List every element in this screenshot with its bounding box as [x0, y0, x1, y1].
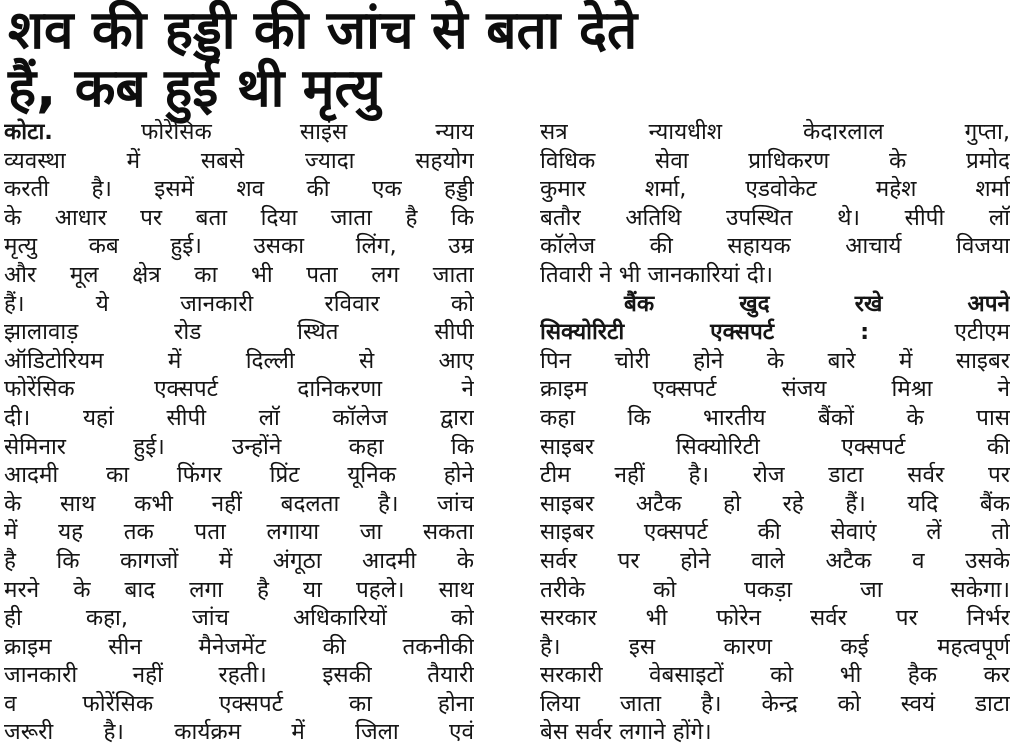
left-line: व्यवस्था में सबसे ज्यादा सहयोग — [4, 147, 474, 174]
subhead-tail: एटीएम — [869, 319, 1010, 346]
left-line: करती है। इसमें शव की एक हड्डी — [4, 176, 474, 203]
right-line: तिवारी ने भी जानकारियां दी। — [540, 261, 774, 288]
headline-line-2: हैं, कब हुई थी मृत्यु — [8, 58, 381, 119]
right-line: साइबर सिक्योरिटी एक्सपर्ट की — [540, 433, 1010, 460]
left-line: जरूरी है। कार्यक्रम में जिला एवं — [4, 719, 474, 746]
dateline: कोटा. — [4, 119, 53, 145]
left-line: मरने के बाद लगा है या पहले। साथ — [4, 576, 474, 603]
left-line: और मूल क्षेत्र का भी पता लग जाता — [4, 261, 474, 288]
subhead-line-2 — [540, 318, 1010, 347]
right-line: बेस सर्वर लगाने होंगे। — [540, 719, 712, 746]
left-line: ऑडिटोरियम में दिल्ली से आए — [4, 347, 474, 374]
left-line: के आधार पर बता दिया जाता है कि — [4, 204, 474, 231]
right-line: कहा कि भारतीय बैंकों के पास — [540, 404, 1010, 431]
right-line: साइबर अटैक हो रहे हैं। यदि बैंक — [540, 490, 1010, 517]
left-line: है कि कागजों में अंगूठा आदमी के — [4, 547, 474, 574]
subhead-line-1: बैंक खुद रखे अपने — [624, 290, 1010, 317]
right-line: टीम नहीं है। रोज डाटा सर्वर पर — [540, 462, 1010, 489]
left-line: फोरेंसिक एक्सपर्ट दानिकरणा ने — [4, 376, 474, 403]
left-line: सेमिनार हुई। उन्होंने कहा कि — [4, 433, 474, 460]
headline-line-1: शव की हड्डी की जांच से बता देते — [8, 0, 638, 61]
left-line — [4, 118, 474, 147]
right-column — [540, 118, 1010, 747]
right-line: पिन चोरी होने के बारे में साइबर — [540, 347, 1010, 374]
right-line: कॉलेज की सहायक आचार्य विजया — [540, 233, 1010, 260]
left-line: के साथ कभी नहीं बदलता है। जांच — [4, 490, 474, 517]
right-line: सरकारी वेबसाइटों को भी हैक कर — [540, 662, 1010, 689]
left-line: मृत्यु कब हुई। उसका लिंग, उम्र — [4, 233, 474, 260]
left-line: क्राइम सीन मैनेजमेंट की तकनीकी — [4, 633, 474, 660]
left-line-text: फोरेंसिक साइंस न्याय — [52, 119, 474, 145]
right-line: सरकार भी फोरेन सर्वर पर निर्भर — [540, 605, 1010, 632]
left-line: दी। यहां सीपी लॉ कॉलेज द्वारा — [4, 404, 474, 431]
right-line: सर्वर पर होने वाले अटैक व उसके — [540, 547, 1010, 574]
right-line: तरीके को पकड़ा जा सकेगा। — [540, 576, 1010, 603]
right-line: सत्र न्यायधीश केदारलाल गुप्ता, — [540, 119, 1010, 145]
left-line: जानकारी नहीं रहती। इसकी तैयारी — [4, 662, 474, 689]
right-line: लिया जाता है। केन्द्र को स्वयं डाटा — [540, 690, 1010, 717]
right-line: कुमार शर्मा, एडवोकेट महेश शर्मा — [540, 176, 1010, 203]
left-line: ही कहा, जांच अधिकारियों को — [4, 605, 474, 632]
right-line: क्राइम एक्सपर्ट संजय मिश्रा ने — [540, 376, 1010, 403]
right-line: बतौर अतिथि उपस्थित थे। सीपी लॉ — [540, 204, 1010, 231]
left-line: हैं। ये जानकारी रविवार को — [4, 290, 474, 317]
left-line: में यह तक पता लगाया जा सकता — [4, 519, 474, 546]
right-line: है। इस कारण कई महत्वपूर्ण — [540, 633, 1010, 660]
headline — [8, 2, 1014, 118]
subhead-text: सिक्योरिटी एक्सपर्ट : — [540, 319, 870, 346]
right-line: विधिक सेवा प्राधिकरण के प्रमोद — [540, 147, 1010, 174]
left-line: आदमी का फिंगर प्रिंट यूनिक होने — [4, 462, 474, 489]
left-line: झालावाड़ रोड स्थित सीपी — [4, 319, 474, 346]
left-line: व फोरेंसिक एक्सपर्ट का होना — [4, 690, 474, 717]
left-column — [4, 118, 474, 747]
right-line: साइबर एक्सपर्ट की सेवाएं लें तो — [540, 519, 1010, 546]
